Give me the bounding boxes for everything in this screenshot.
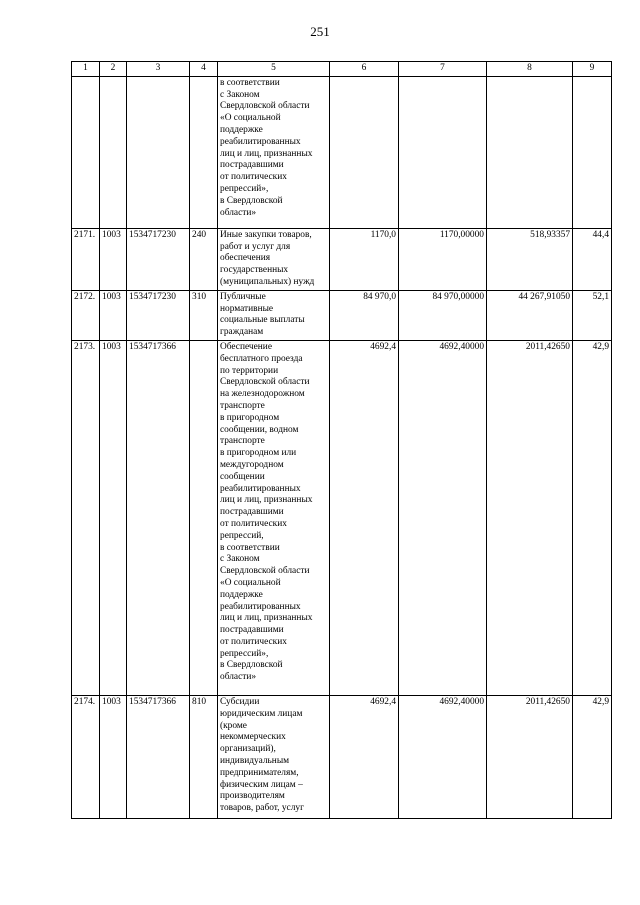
target-code: 1534717230 [127,290,190,340]
table-header [72,62,612,77]
target-code: 1534717230 [127,228,190,290]
expense-type-code: 240 [190,228,218,290]
header-cell: 7 [399,62,487,77]
plan-amount-precise: 4692,40000 [399,340,487,695]
plan-amount [330,76,399,228]
header-cell: 4 [190,62,218,77]
plan-amount-precise: 84 970,00000 [399,290,487,340]
executed-amount [487,76,573,228]
row-number: 2174. [72,695,100,818]
section-code [100,76,127,228]
table-row [72,695,612,818]
row-number [72,76,100,228]
row-number: 2172. [72,290,100,340]
header-cell: 5 [218,62,330,77]
execution-percent [573,76,612,228]
expense-type-code: 310 [190,290,218,340]
plan-amount: 84 970,0 [330,290,399,340]
expense-type-code: 810 [190,695,218,818]
row-number: 2171. [72,228,100,290]
section-code: 1003 [100,228,127,290]
table-row [72,340,612,695]
target-code [127,76,190,228]
budget-table [71,61,612,819]
table-row [72,228,612,290]
plan-amount-precise: 1170,00000 [399,228,487,290]
header-cell: 6 [330,62,399,77]
header-cell: 9 [573,62,612,77]
item-name: в соответствии с Законом Свердловской области «О социальной поддержке реабилитированных лиц и лиц, признанных пострадавшими от политических репрессий», в Свердловской области» [218,76,330,228]
plan-amount: 1170,0 [330,228,399,290]
table-row [72,76,612,228]
expense-type-code [190,76,218,228]
executed-amount: 44 267,91050 [487,290,573,340]
section-code: 1003 [100,290,127,340]
page-number: 251 [310,24,330,39]
item-name: Публичные нормативные социальные выплаты гражданам [218,290,330,340]
header-cell: 3 [127,62,190,77]
executed-amount: 2011,42650 [487,340,573,695]
target-code: 1534717366 [127,695,190,818]
section-code: 1003 [100,340,127,695]
target-code: 1534717366 [127,340,190,695]
section-code: 1003 [100,695,127,818]
execution-percent: 52,1 [573,290,612,340]
header-row [72,62,612,77]
header-cell: 8 [487,62,573,77]
execution-percent: 42,9 [573,695,612,818]
plan-amount: 4692,4 [330,340,399,695]
item-name: Обеспечение бесплатного проезда по территории Свердловской области на железнодорожном транспорте в пригородном сообщении, водном транспорте в пригородном или междугородном сообщении реабилитированных лиц и лиц, признанных пострадавшими от политических репрессий, в соответствии с Законом Свердловской области «О социальной поддержке реабилитированных лиц и лиц, признанных пострадавшими от политических репрессий», в Свердловской области» [218,340,330,695]
expense-type-code [190,340,218,695]
executed-amount: 518,93357 [487,228,573,290]
header-cell: 2 [100,62,127,77]
execution-percent: 44,4 [573,228,612,290]
plan-amount: 4692,4 [330,695,399,818]
executed-amount: 2011,42650 [487,695,573,818]
execution-percent: 42,9 [573,340,612,695]
item-name: Иные закупки товаров, работ и услуг для обеспечения государственных (муниципальных) нужд [218,228,330,290]
table-row [72,290,612,340]
header-cell: 1 [72,62,100,77]
plan-amount-precise: 4692,40000 [399,695,487,818]
item-name: Субсидии юридическим лицам (кроме некоммерческих организаций), индивидуальным предпринимателям, физическим лицам – производителям товаров, работ, услуг [218,695,330,818]
table-body [72,76,612,818]
plan-amount-precise [399,76,487,228]
row-number: 2173. [72,340,100,695]
